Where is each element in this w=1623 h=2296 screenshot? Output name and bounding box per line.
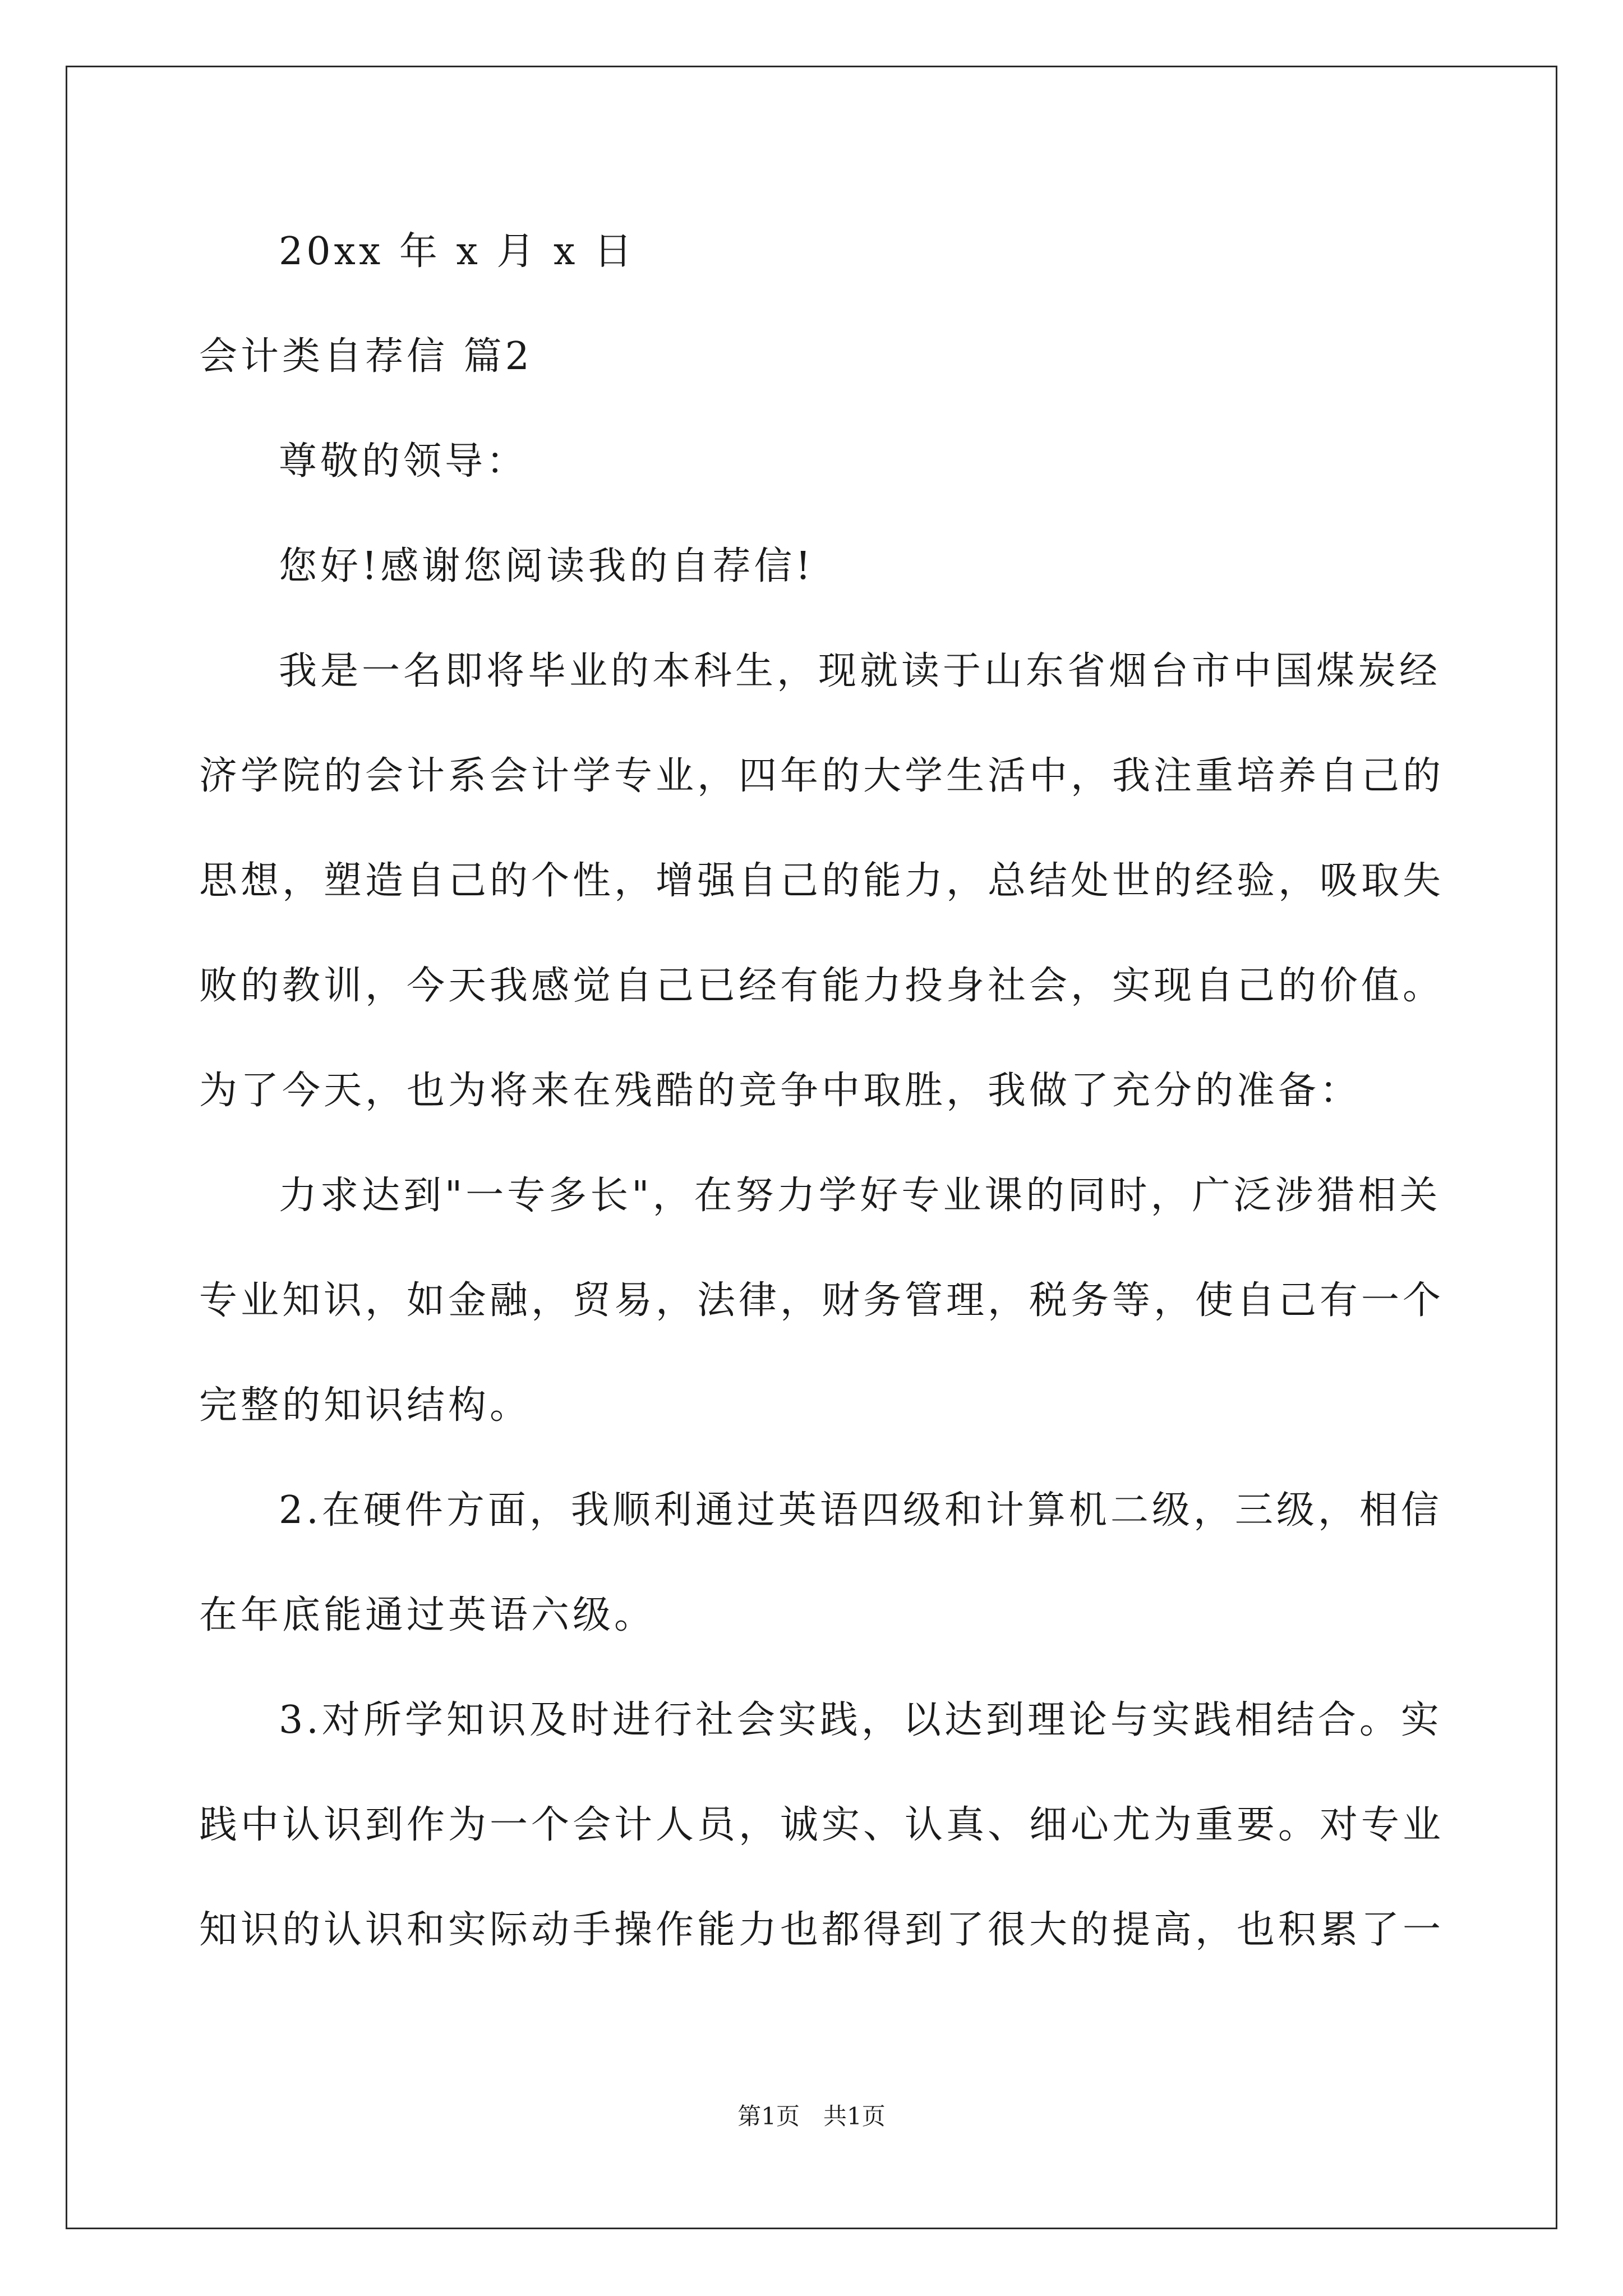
paragraph-4-line-1: 3.对所学知识及时进行社会实践，以达到理论与实践相结合。实 [279,1698,1442,1742]
paragraph-4-line-2: 践中认识到作为一个会计人员，诚实、认真、细心尤为重要。对专业 [199,1803,1445,1847]
page-frame [66,66,1557,2229]
paragraph-3-line-2: 在年底能通过英语六级。 [199,1593,656,1637]
paragraph-2-line-2: 专业知识，如金融，贸易，法律，财务管理，税务等，使自己有一个 [199,1278,1445,1323]
section-heading: 会计类自荐信 篇2 [199,334,533,379]
paragraph-1-line-3: 思想，塑造自己的个性，增强自己的能力，总结处世的经验，吸取失 [199,859,1445,903]
page-number-footer: 第1页 共1页 [737,2102,886,2130]
paragraph-1-line-2: 济学院的会计系会计学专业，四年的大学生活中，我注重培养自己的 [199,754,1445,798]
paragraph-3-line-1: 2.在硬件方面，我顺利通过英语四级和计算机二级，三级，相信 [279,1488,1442,1533]
paragraph-1-line-1: 我是一名即将毕业的本科生，现就读于山东省烟台市中国煤炭经 [279,649,1441,693]
paragraph-2-line-3: 完整的知识结构。 [199,1383,532,1428]
date-line: 20xx 年 x 月 x 日 [279,229,636,274]
greeting: 您好!感谢您阅读我的自荐信! [279,544,814,588]
paragraph-1-line-4: 败的教训，今天我感觉自己已经有能力投身社会，实现自己的价值。 [199,964,1445,1008]
paragraph-1-line-5: 为了今天，也为将来在残酷的竞争中取胜，我做了充分的准备： [199,1069,1362,1113]
paragraph-4-line-3: 知识的认识和实际动手操作能力也都得到了很大的提高，也积累了一 [199,1908,1445,1952]
paragraph-2-line-1: 力求达到"一专多长"，在努力学好专业课的同时，广泛涉猎相关 [279,1174,1441,1218]
salutation: 尊敬的领导： [279,439,528,484]
